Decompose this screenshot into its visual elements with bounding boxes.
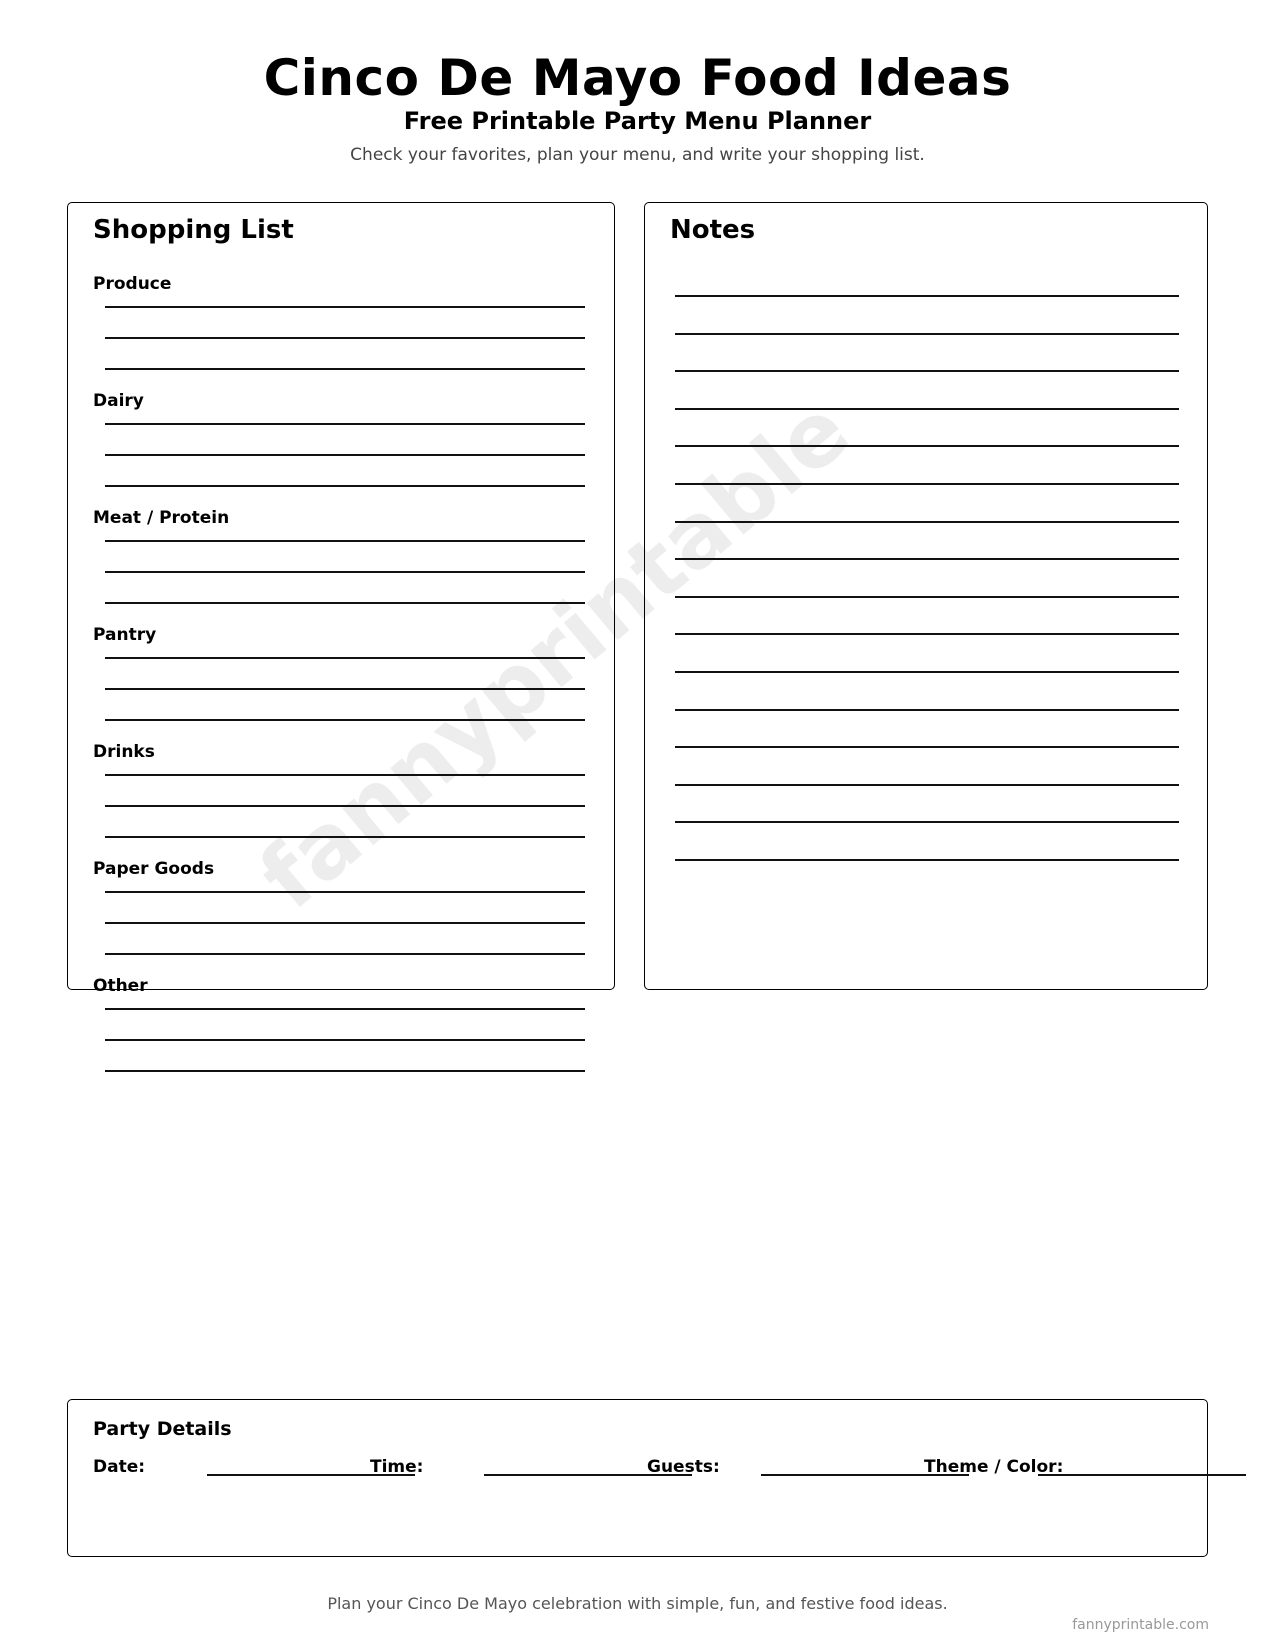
section-label: Paper Goods [93,859,215,879]
party-details-title: Party Details [93,1418,232,1440]
detail-label: Guests: [647,1457,720,1477]
write-line[interactable] [105,540,585,542]
party-details-box [67,1399,1208,1557]
page-tagline: Check your favorites, plan your menu, and write your shopping list. [350,145,925,165]
notes-line[interactable] [675,821,1179,823]
notes-line[interactable] [675,633,1179,635]
section-label: Produce [93,274,172,294]
section-label: Dairy [93,391,144,411]
notes-line[interactable] [675,671,1179,673]
section-label: Drinks [93,742,155,762]
write-line[interactable] [105,891,585,893]
shopping-list-title: Shopping List [93,215,294,245]
watermark: fannyprintable [240,378,869,929]
write-line[interactable] [105,423,585,425]
write-line[interactable] [105,337,585,339]
detail-line[interactable] [1038,1474,1246,1476]
notes-line[interactable] [675,483,1179,485]
notes-line[interactable] [675,784,1179,786]
write-line[interactable] [105,953,585,955]
notes-line[interactable] [675,333,1179,335]
write-line[interactable] [105,1039,585,1041]
page-title: Cinco De Mayo Food Ideas [263,49,1012,107]
write-line[interactable] [105,922,585,924]
notes-line[interactable] [675,596,1179,598]
write-line[interactable] [105,485,585,487]
notes-line[interactable] [675,445,1179,447]
notes-line[interactable] [675,521,1179,523]
notes-line[interactable] [675,370,1179,372]
notes-line[interactable] [675,859,1179,861]
detail-label: Theme / Color: [924,1457,1064,1477]
write-line[interactable] [105,805,585,807]
section-label: Other [93,976,148,996]
section-label: Pantry [93,625,157,645]
write-line[interactable] [105,774,585,776]
write-line[interactable] [105,306,585,308]
write-line[interactable] [105,571,585,573]
write-line[interactable] [105,1070,585,1072]
write-line[interactable] [105,719,585,721]
write-line[interactable] [105,1008,585,1010]
write-line[interactable] [105,368,585,370]
notes-line[interactable] [675,746,1179,748]
page-subtitle: Free Printable Party Menu Planner [403,107,872,135]
footer-text: Plan your Cinco De Mayo celebration with simple, fun, and festive food ideas. [327,1594,948,1613]
notes-line[interactable] [675,709,1179,711]
notes-line[interactable] [675,408,1179,410]
detail-label: Time: [370,1457,424,1477]
write-line[interactable] [105,454,585,456]
site-name: fannyprintable.com [1072,1617,1209,1633]
notes-line[interactable] [675,558,1179,560]
write-line[interactable] [105,657,585,659]
write-line[interactable] [105,602,585,604]
section-label: Meat / Protein [93,508,230,528]
notes-line[interactable] [675,295,1179,297]
notes-title: Notes [670,215,756,245]
detail-label: Date: [93,1457,146,1477]
write-line[interactable] [105,688,585,690]
write-line[interactable] [105,836,585,838]
